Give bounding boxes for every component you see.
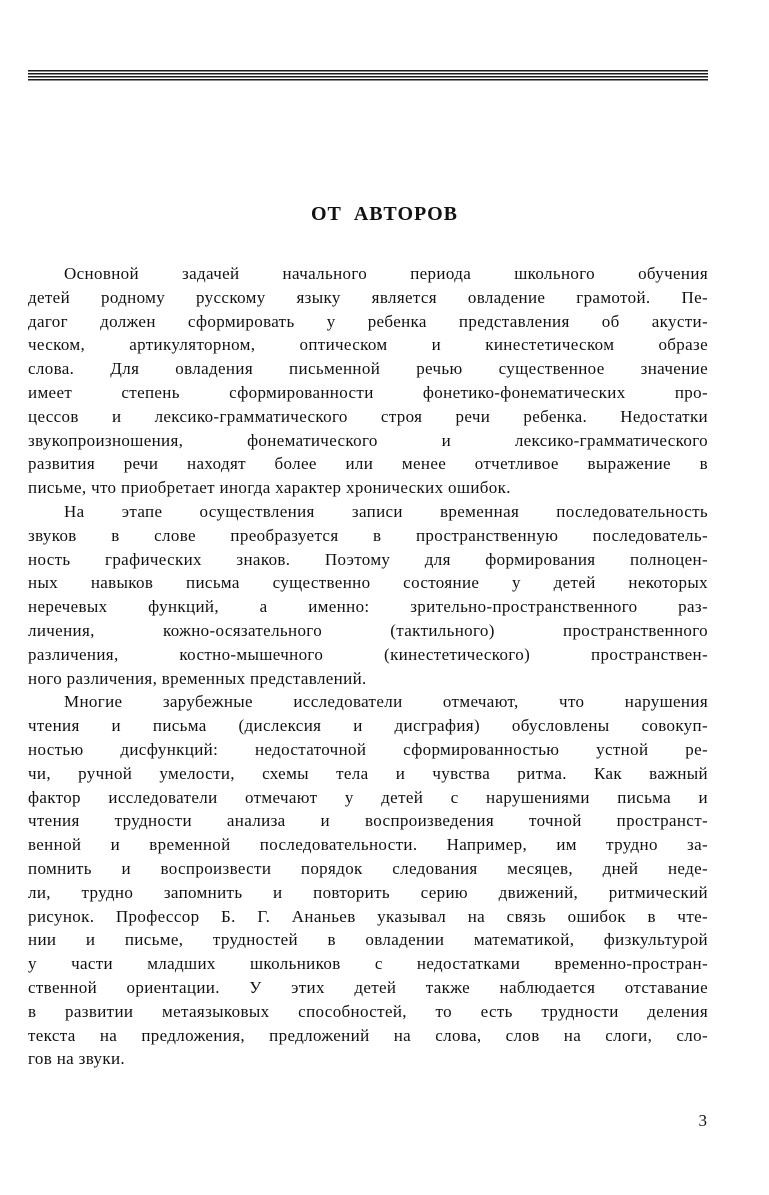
page-number: 3 (698, 1111, 707, 1130)
paragraph (28, 262, 708, 500)
body-text (28, 262, 708, 1071)
text-line: ных навыков письма существенно состояние у детей некоторых (28, 573, 708, 593)
text-line: различения, костно-мышечного (кинестетического) пространствен- (28, 644, 708, 664)
text-line: чи, ручной умелости, схемы тела и чувства ритма. Как важный (28, 763, 708, 783)
text-line: На этапе осуществления записи временная последовательность (64, 501, 708, 521)
text-line: венной и временной последовательности. Например, им трудно за- (28, 835, 708, 855)
text-line: у части младших школьников с недостатками временно-простран- (28, 954, 708, 974)
header-rule (28, 70, 708, 82)
text-line: дагог должен сформировать у ребенка представления об акусти- (28, 311, 708, 331)
text-line: чтения и письма (дислексия и дисграфия) обусловлены совокуп- (28, 716, 708, 736)
text-line: Основной задачей начального периода школьного обучения (64, 264, 708, 283)
text-line: Многие зарубежные исследователи отмечают, что нарушения (64, 692, 708, 712)
text-line: в развитии метаязыковых способностей, то есть трудности деления (28, 1001, 708, 1021)
text-line: цессов и лексико-грамматического строя речи ребенка. Недостатки (28, 406, 708, 426)
text-line: текста на предложения, предложений на слова, слов на слоги, сло- (28, 1025, 708, 1045)
text-line: личения, кожно-осязательного (тактильного) пространственного (28, 620, 708, 640)
page-title: ОТ АВТОРОВ (310, 203, 459, 225)
text-line: помнить и воспроизвести порядок следования месяцев, дней неде- (28, 858, 708, 878)
paragraph (28, 690, 708, 1071)
text-line: звукопроизношения, фонематического и лексико-грамматического (28, 430, 708, 450)
text-line: развития речи находят более или менее отчетливое выражение в (28, 454, 708, 474)
text-line: рисунок. Профессор Б. Г. Ананьев указывал на связь ошибок в чте- (28, 906, 708, 926)
text-line: письме, что приобретает иногда характер хронических ошибок. (28, 478, 511, 498)
text-line: нии и письме, трудностей в овладении математикой, физкультурой (28, 930, 708, 950)
text-line: фактор исследователи отмечают у детей с нарушениями письма и (28, 787, 708, 807)
text-line: ли, трудно запомнить и повторить серию движений, ритмический (28, 882, 708, 902)
text-line: ственной ориентации. У этих детей также наблюдается отставание (28, 977, 708, 997)
text-line: детей родному русскому языку является овладение грамотой. Пе- (28, 287, 708, 307)
text-line: имеет степень сформированности фонетико-фонематических про- (28, 382, 708, 402)
paragraph (28, 500, 708, 690)
text-line: чтения трудности анализа и воспроизведения точной пространст- (28, 811, 708, 831)
text-line: ностью дисфункций: недостаточной сформированностью устной ре- (28, 739, 708, 759)
text-line: ность графических знаков. Поэтому для формирования полноцен- (28, 549, 708, 569)
text-line: неречевых функций, а именно: зрительно-пространственного раз- (28, 597, 708, 617)
text-line: звуков в слове преобразуется в пространственную последователь- (28, 525, 708, 545)
text-line: ного различения, временных представлений. (28, 668, 367, 688)
text-line: гов на звуки. (28, 1049, 126, 1069)
text-line: слова. Для овладения письменной речью существенное значение (28, 359, 708, 379)
text-line: ческом, артикуляторном, оптическом и кинестетическом образе (28, 335, 708, 355)
